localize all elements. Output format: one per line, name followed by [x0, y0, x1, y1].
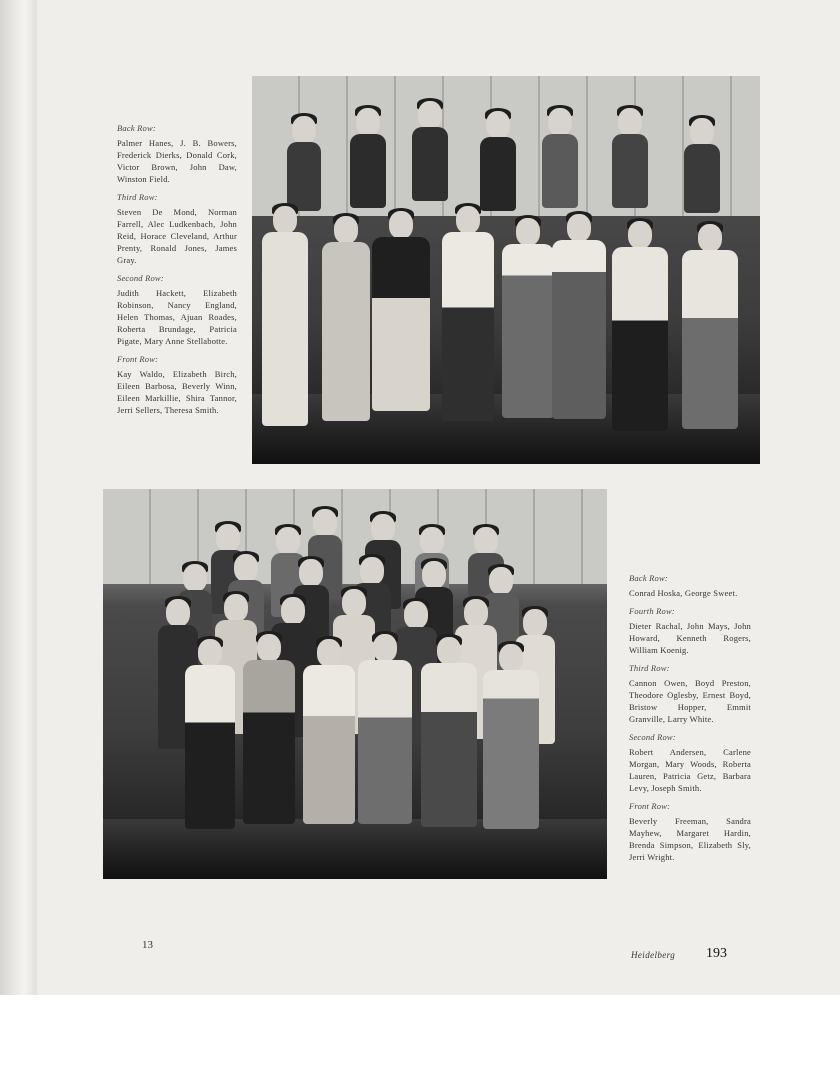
caption-row-names: Dieter Rachal, John Mays, John Howard, Kenneth Rogers, William Koenig. — [629, 621, 751, 655]
page-binding — [0, 0, 38, 995]
caption-row-title: Front Row: — [117, 354, 159, 364]
caption-row-names: Conrad Hoska, George Sweet. — [629, 588, 738, 598]
right-page-number: 193 — [706, 946, 727, 961]
caption-row-title: Back Row: — [629, 573, 668, 583]
caption-row-title: Third Row: — [117, 192, 158, 202]
caption-row-title: Fourth Row: — [629, 606, 675, 616]
caption-row-names: Judith Hackett, Elizabeth Robinson, Nancy England, Helen Thomas, Ajuan Roades, Roberta Brundage, Patricia Pigate, Mary Anne Stellabotte. — [117, 288, 237, 346]
top-group-photo — [252, 76, 760, 464]
school-name: Heidelberg — [631, 950, 676, 960]
caption-row-title: Back Row: — [117, 123, 156, 133]
caption-row-title: Front Row: — [629, 801, 671, 811]
bottom-group-photo — [103, 489, 607, 879]
caption-row-names: Kay Waldo, Elizabeth Birch, Eileen Barbosa, Beverly Winn, Eileen Markillie, Shira Tannor, Jerri Sellers, Theresa Smith. — [117, 369, 237, 415]
caption-row-names: Cannon Owen, Boyd Preston, Theodore Oglesby, Ernest Boyd, Bristow Hopper, Emmit Granville, Larry White. — [629, 678, 751, 724]
caption-row-title: Third Row: — [629, 663, 670, 673]
caption-row-title: Second Row: — [117, 273, 164, 283]
left-page-number: 13 — [142, 939, 153, 951]
caption-row-names: Palmer Hanes, J. B. Bowers, Frederick Dierks, Donald Cork, Victor Brown, John Daw, Winston Field. — [117, 138, 237, 184]
top-photo-caption — [117, 122, 237, 416]
bottom-photo-caption — [629, 572, 751, 863]
caption-row-names: Beverly Freeman, Sandra Mayhew, Margaret Hardin, Brenda Simpson, Elizabeth Sly, Jerri Wright. — [629, 816, 751, 862]
caption-row-names: Steven De Mond, Norman Farrell, Alec Ludkenbach, John Reid, Horace Cleveland, Arthur Prenty, Ronald Jones, James Gray. — [117, 207, 237, 265]
caption-row-names: Robert Andersen, Carlene Morgan, Mary Woods, Roberta Lauren, Patricia Getz, Barbara Levy, Joseph Smith. — [629, 747, 751, 793]
caption-row-title: Second Row: — [629, 732, 676, 742]
